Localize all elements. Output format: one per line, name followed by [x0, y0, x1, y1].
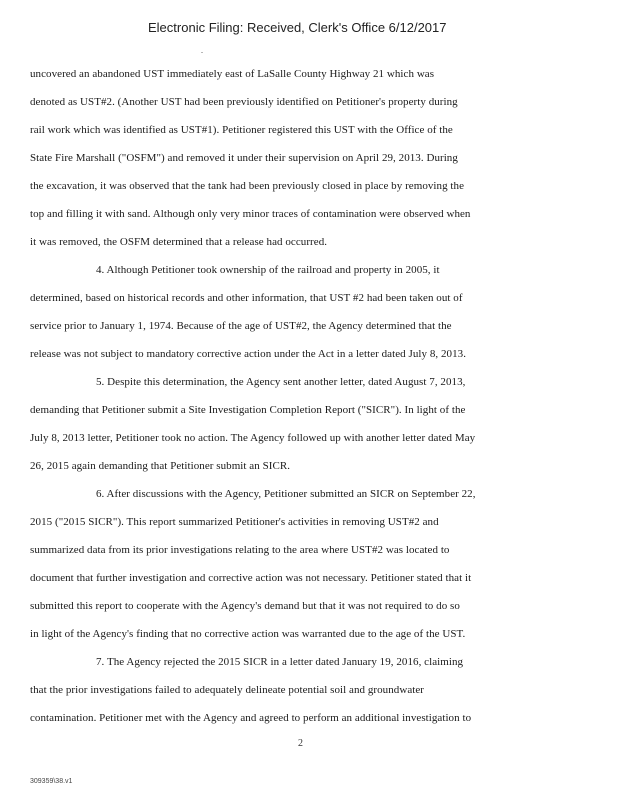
body-line: the excavation, it was observed that the tank had been previously closed in place by removing the: [30, 180, 465, 192]
body-line: July 8, 2013 letter, Petitioner took no action. The Agency followed up with another letter dated May: [30, 432, 476, 444]
paragraph-7-start: 7. The Agency rejected the 2015 SICR in a letter dated January 19, 2016, claiming: [96, 656, 464, 668]
body-line: 2015 ("2015 SICR"). This report summarized Petitioner's activities in removing UST#2 and: [30, 516, 439, 528]
body-line: State Fire Marshall ("OSFM") and removed it under their supervision on April 29, 2013. During: [30, 152, 458, 164]
body-line: it was removed, the OSFM determined that a release had occurred.: [30, 236, 328, 248]
body-line: uncovered an abandoned UST immediately east of LaSalle County Highway 21 which was: [30, 68, 435, 80]
document-id: 309359\38.v1: [30, 778, 73, 785]
body-line: that the prior investigations failed to adequately delineate potential soil and groundwater: [30, 684, 425, 696]
paragraph-6-start: 6. After discussions with the Agency, Petitioner submitted an SICR on September 22,: [96, 488, 476, 500]
body-line: demanding that Petitioner submit a Site Investigation Completion Report ("SICR"). In light of the: [30, 404, 466, 416]
body-line: determined, based on historical records and other information, that UST #2 had been taken out of: [30, 292, 463, 304]
paragraph-5-start: 5. Despite this determination, the Agency sent another letter, dated August 7, 2013,: [96, 376, 466, 388]
body-line: submitted this report to cooperate with the Agency's demand but that it was not required to do so: [30, 600, 460, 612]
page-number: 2: [298, 738, 303, 749]
body-line: contamination. Petitioner met with the Agency and agreed to perform an additional investigation to: [30, 712, 472, 724]
body-line: denoted as UST#2. (Another UST had been previously identified on Petitioner's property during: [30, 96, 458, 108]
body-line: top and filling it with sand. Although only very minor traces of contamination were observed when: [30, 208, 471, 220]
body-line: document that further investigation and corrective action was not necessary. Petitioner stated that it: [30, 572, 472, 584]
body-line: service prior to January 1, 1974. Because of the age of UST#2, the Agency determined that the: [30, 320, 452, 332]
body-line: summarized data from its prior investigations relating to the area where UST#2 was located to: [30, 544, 450, 556]
body-line: 26, 2015 again demanding that Petitioner submit an SICR.: [30, 460, 291, 472]
stray-mark: .: [201, 46, 203, 55]
paragraph-4-start: 4. Although Petitioner took ownership of the railroad and property in 2005, it: [96, 264, 440, 276]
body-line: rail work which was identified as UST#1). Petitioner registered this UST with the Office of the: [30, 124, 453, 136]
body-line: in light of the Agency's finding that no corrective action was warranted due to the age of the UST.: [30, 628, 466, 640]
body-line: release was not subject to mandatory corrective action under the Act in a letter dated July 8, 2013.: [30, 348, 466, 360]
electronic-filing-header: Electronic Filing: Received, Clerk's Office 6/12/2017: [148, 20, 447, 35]
